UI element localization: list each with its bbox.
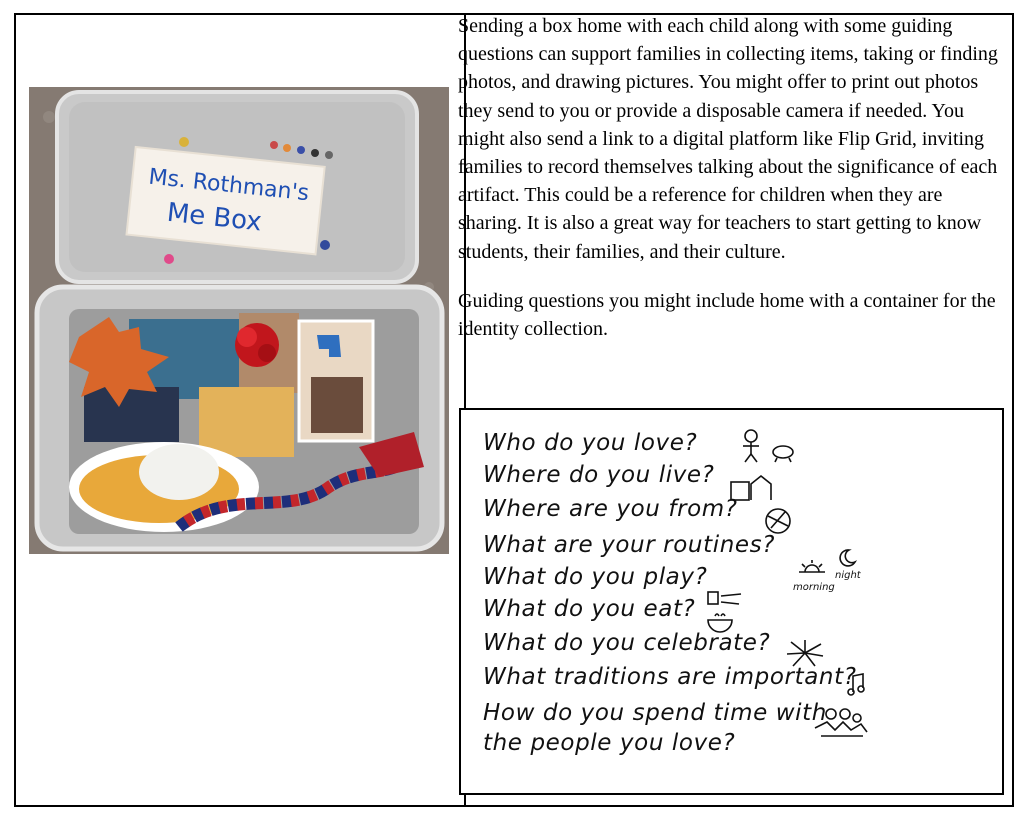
question-4: What are your routines?	[483, 532, 776, 558]
card-line2: Me Box	[165, 197, 264, 238]
stick-figure-and-pet-icon	[741, 428, 801, 464]
bowl-icon	[705, 610, 735, 636]
question-2: Where do you live?	[483, 462, 715, 488]
firework-icon	[785, 638, 825, 668]
question-6: What do you eat?	[483, 596, 696, 622]
question-9: How do you spend time with	[483, 700, 827, 726]
question-7: What do you celebrate?	[483, 630, 771, 656]
question-10: the people you love?	[483, 730, 736, 756]
question-3: Where are you from?	[483, 496, 738, 522]
moon-icon	[835, 546, 861, 568]
night-label: night	[835, 570, 861, 581]
question-5: What do you play?	[483, 564, 708, 590]
family-figures-icon	[813, 706, 869, 740]
globe-icon	[763, 506, 793, 536]
sunrise-icon	[797, 558, 827, 576]
morning-label: morning	[793, 582, 835, 593]
house-icon	[729, 472, 773, 502]
description-text	[458, 12, 1003, 343]
music-note-icon	[845, 672, 869, 696]
guiding-questions-intro: Guiding questions you might include home with a container for the identity collection.	[458, 289, 996, 341]
description-paragraph: Sending a box home with each child along with some guiding questions can support families in collecting items, taking or finding photos, and drawing pictures. You might offer to print out photos they send to you or provide a disposable camera if needed. You might also send a link to a digital platform like Flip Grid, inviting families to record themselves talking about the significance of each artifact. This could be a reference for children when they are sharing. It is also a great way for teachers to start getting to know students, their families, and their culture.	[458, 15, 998, 263]
question-8: What traditions are important?	[483, 664, 857, 690]
me-box-photo	[29, 87, 449, 554]
question-1: Who do you love?	[483, 430, 698, 456]
card-line1: Ms. Rothman's	[147, 164, 311, 207]
guiding-questions-box	[459, 408, 1004, 795]
